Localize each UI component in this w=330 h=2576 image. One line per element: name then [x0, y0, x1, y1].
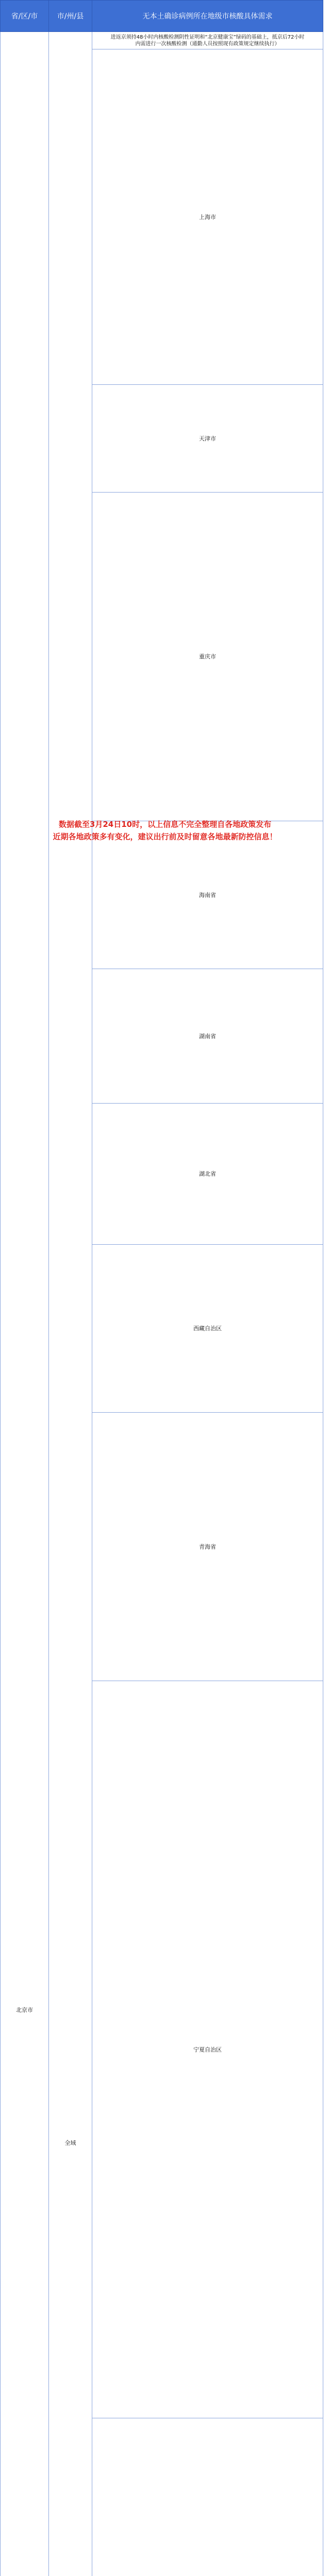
cell-province: 青海省 — [92, 1413, 323, 1681]
footer-note — [0, 818, 330, 843]
cell-province: 海南省 — [92, 821, 323, 969]
header-requirement: 无本土确诊病例所在地级市核酸具体需求 — [92, 1, 323, 32]
header-province: 省/区/市 — [1, 1, 49, 32]
cell-province: 北京市 — [1, 32, 49, 2576]
cell-province — [92, 2418, 323, 2576]
footer-line-2: 近期各地政策多有变化，建议出行前及时留意各地最新防控信息！ — [0, 831, 330, 843]
cell-requirement: 进返京须持48小时内核酸检测阴性证明和“北京健康宝”绿码的基础上，抵京后72小时 内需进行一次核酸检测（通勤人员按照现有政策规定继续执行） — [92, 32, 323, 49]
cell-province: 西藏自治区 — [92, 1245, 323, 1413]
page — [0, 0, 330, 855]
cell-province: 重庆市 — [92, 493, 323, 821]
cell-province: 湖北省 — [92, 1104, 323, 1245]
cell-province: 天津市 — [92, 385, 323, 493]
table-header-row — [1, 1, 323, 32]
cell-city: 全域 — [49, 32, 92, 2576]
header-city: 市/州/县 — [49, 1, 92, 32]
cell-province: 湖南省 — [92, 969, 323, 1104]
cell-province: 上海市 — [92, 49, 323, 385]
cell-province: 宁夏自治区 — [92, 1681, 323, 2418]
footer-line-1: 数据截至3月24日10时，以上信息不完全整理自各地政策发布 — [0, 818, 330, 831]
table-row — [1, 32, 323, 49]
table-body — [1, 32, 323, 2576]
